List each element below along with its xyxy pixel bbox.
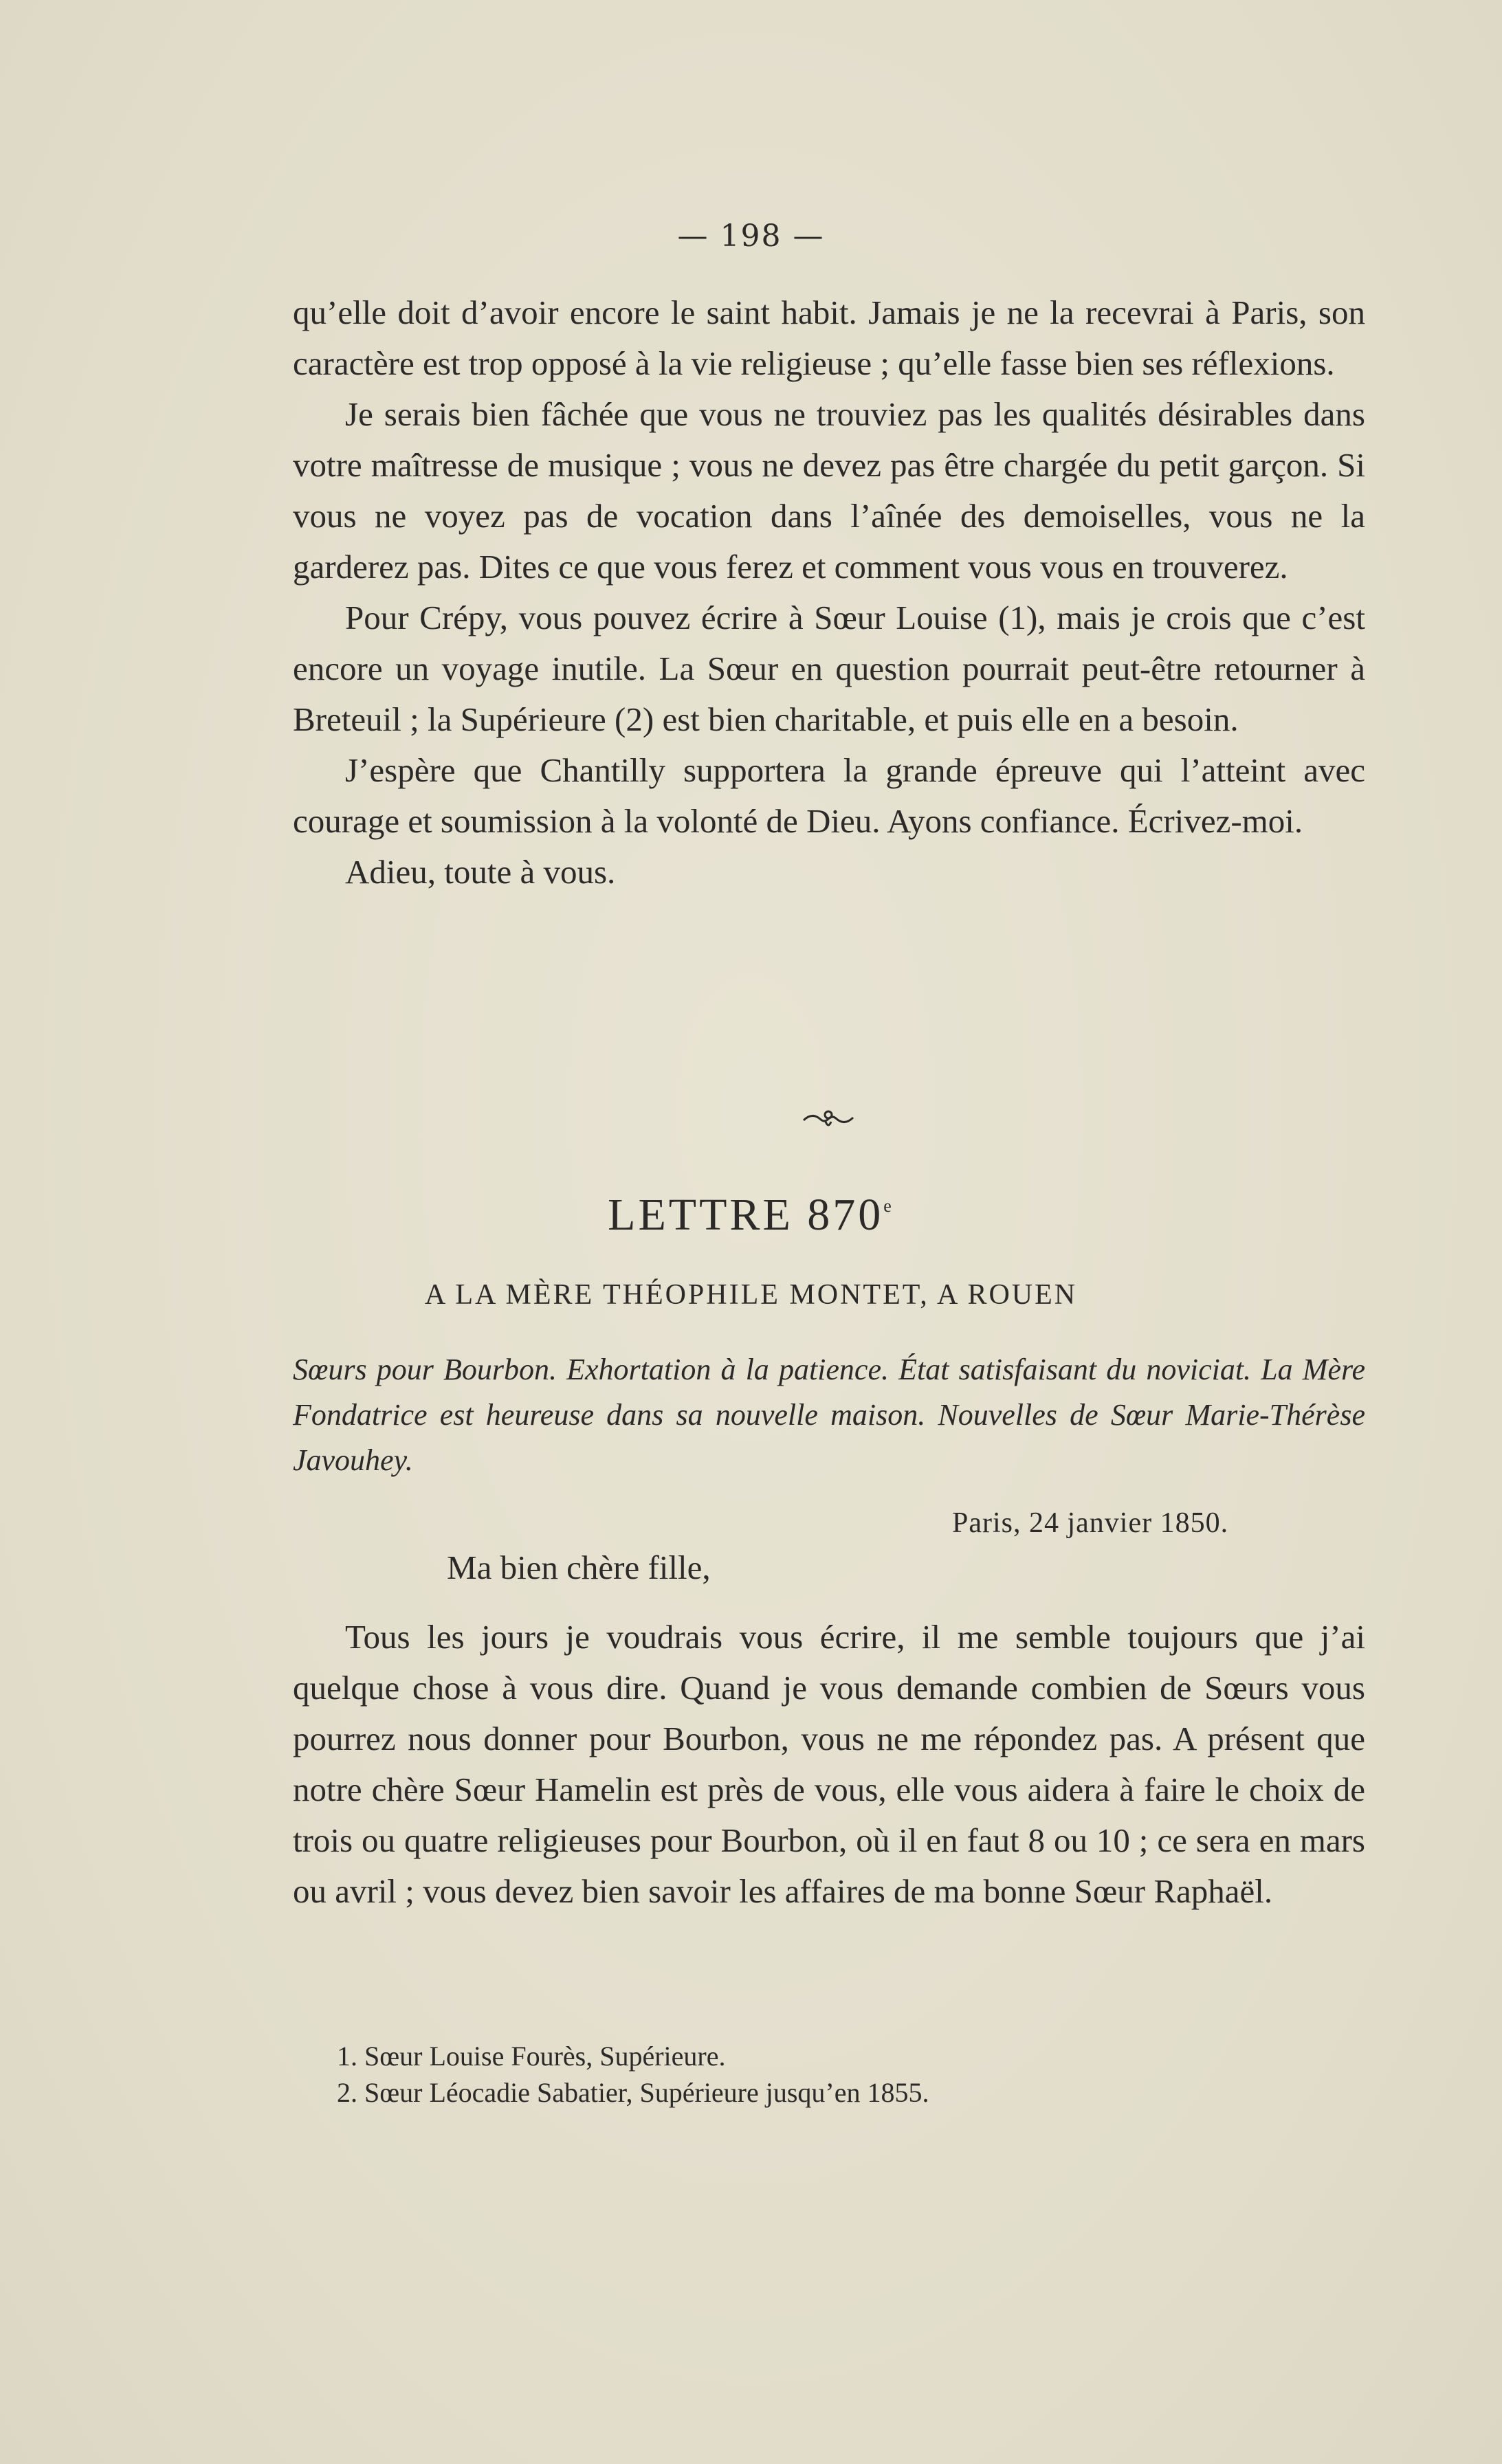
letter-recipient: A LA MÈRE THÉOPHILE MONTET, A ROUEN	[424, 1279, 1078, 1311]
summary-text: Sœurs pour Bourbon. Exhortation à la patience. État satisfaisant du noviciat. La Mère Fondatrice est heureuse dans sa nouvelle maison. Nouvelles de Sœur Marie-Thérèse Javouhey.	[293, 1353, 1365, 1477]
footnote-text: Sœur Léocadie Sabatier, Supérieure jusqu’en 1855.	[364, 2077, 929, 2108]
paragraph: J’espère que Chantilly supportera la grande épreuve qui l’atteint avec courage et soumission à la volonté de Dieu. Ayons confiance. Écrivez-moi.	[293, 751, 1365, 840]
paragraph: Pour Crépy, vous pouvez écrire à Sœur Louise (1), mais je crois que c’est encore un voyage inutile. La Sœur en question pourrait peut-être retourner à Breteuil ; la Supérieure (2) est bien charitable, et puis elle en a besoin.	[293, 599, 1365, 738]
continuation-text	[293, 287, 1365, 898]
paragraph: Je serais bien fâchée que vous ne trouviez pas les qualités désirables dans votre maîtresse de musique ; vous ne devez pas être chargée du petit garçon. Si vous ne voyez pas de vocation dans l’aînée des demoiselles, vous ne la garderez pas. Dites ce que vous ferez et comment vous vous en trouverez.	[293, 395, 1365, 586]
title-superscript: e	[883, 1196, 894, 1216]
salutation: Ma bien chère fille,	[447, 1549, 711, 1586]
place-date: Paris, 24 janvier 1850.	[952, 1507, 1229, 1539]
paragraph: Tous les jours je voudrais vous écrire, il me semble toujours que j’ai quelque chose à vous dire. Quand je vous demande combien de Sœurs vous pourrez nous donner pour Bourbon, vous ne me répondez pas. A présent que notre chère Sœur Hamelin est près de vous, elle vous aidera à faire le choix de trois ou quatre religieuses pour Bourbon, où il en faut 8 ou 10 ; ce sera en mars ou avril ; vous devez bien savoir les affaires de ma bonne Sœur Raphaël.	[293, 1618, 1365, 1910]
footnote	[293, 2038, 1365, 2074]
footnote-text: Sœur Louise Fourès, Supérieure.	[364, 2041, 726, 2072]
footnote-mark: 1.	[337, 2041, 357, 2072]
footnotes	[293, 2038, 1365, 2111]
footnote	[293, 2074, 1365, 2111]
letter-body	[293, 1612, 1365, 1917]
footnote-mark: 2.	[337, 2077, 357, 2108]
fleuron-ornament-icon	[801, 1105, 856, 1133]
letter-summary	[293, 1347, 1365, 1483]
paragraph: Adieu, toute à vous.	[345, 853, 616, 891]
page-number: — 198 —	[677, 219, 825, 254]
paragraph: qu’elle doit d’avoir encore le saint habit. Jamais je ne la recevrai à Paris, son caractère est trop opposé à la vie religieuse ; qu’elle fasse bien ses réflexions.	[293, 293, 1365, 382]
letter-title: LETTRE 870e	[608, 1190, 894, 1240]
